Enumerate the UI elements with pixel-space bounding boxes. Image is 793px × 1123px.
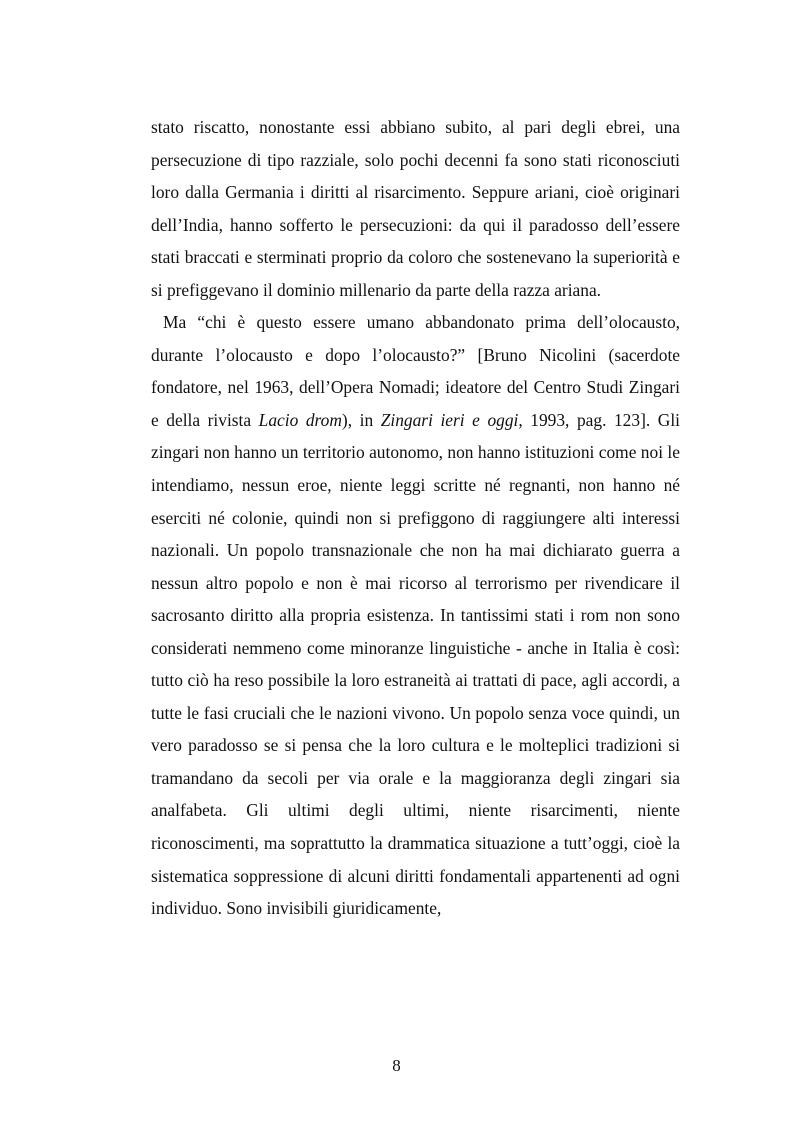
paragraph-2-text-2: ), in (341, 409, 381, 430)
paragraph-1: stato riscatto, nonostante essi abbiano subito, al pari degli ebrei, una persecuzione di tipo razziale, solo pochi decenni fa sono stati riconosciuti loro dalla Germania i diritti al risarcimento. Seppure ariani, cioè originari dell’India, hanno sofferto le persecuzioni: da qui il paradosso dell’essere stati braccati e sterminati proprio da coloro che sostenevano la superiorità e si prefiggevano il dominio millenario da parte della razza ariana. (151, 117, 680, 300)
body-text (151, 111, 680, 925)
page-number: 8 (392, 1056, 401, 1075)
book-title-zingari-ieri-e-oggi: Zingari ieri e oggi, (380, 409, 523, 430)
journal-title-lacio-drom: Lacio drom (258, 409, 342, 430)
paragraph-2-text-1: Ma “chi è questo essere umano abbandonato prima dell’olocausto, durante l’olocausto e dopo l’olocausto?” [Bruno Nicolini (sacerdote fondatore, nel 1963, dell’Opera Nomadi; ideatore del Centro Studi Zingari e della rivista (151, 312, 680, 430)
paragraph-2 (151, 306, 680, 924)
paragraph-2-text-3: 1993, pag. 123]. Gli zingari non hanno un territorio autonomo, non hanno istituzioni come noi le intendiamo, nessun eroe, niente leggi scritte né regnanti, non hanno né eserciti né colonie, quindi non si prefiggono di raggiungere alti interessi nazionali. Un popolo transnazionale che non ha mai dichiarato guerra a nessun altro popolo e non è mai ricorso al terrorismo per rivendicare il sacrosanto diritto alla propria esistenza. In tantissimi stati i rom non sono considerati nemmeno come minoranze linguistiche - anche in Italia è così: tutto ciò ha reso possibile la loro estraneità ai trattati di pace, agli accordi, a tutte le fasi cruciali che le nazioni vivono. Un popolo senza voce quindi, un vero paradosso se si pensa che la loro cultura e le molteplici tradizioni si tramandano da secoli per via orale e la maggioranza degli zingari sia analfabeta. Gli ultimi degli ultimi, niente risarcimenti, niente riconoscimenti, ma soprattutto la drammatica situazione a tutt’oggi, cioè la sistematica soppressione di alcuni diritti fondamentali appartenenti ad ogni individuo. Sono invisibili giuridicamente, (151, 409, 680, 919)
